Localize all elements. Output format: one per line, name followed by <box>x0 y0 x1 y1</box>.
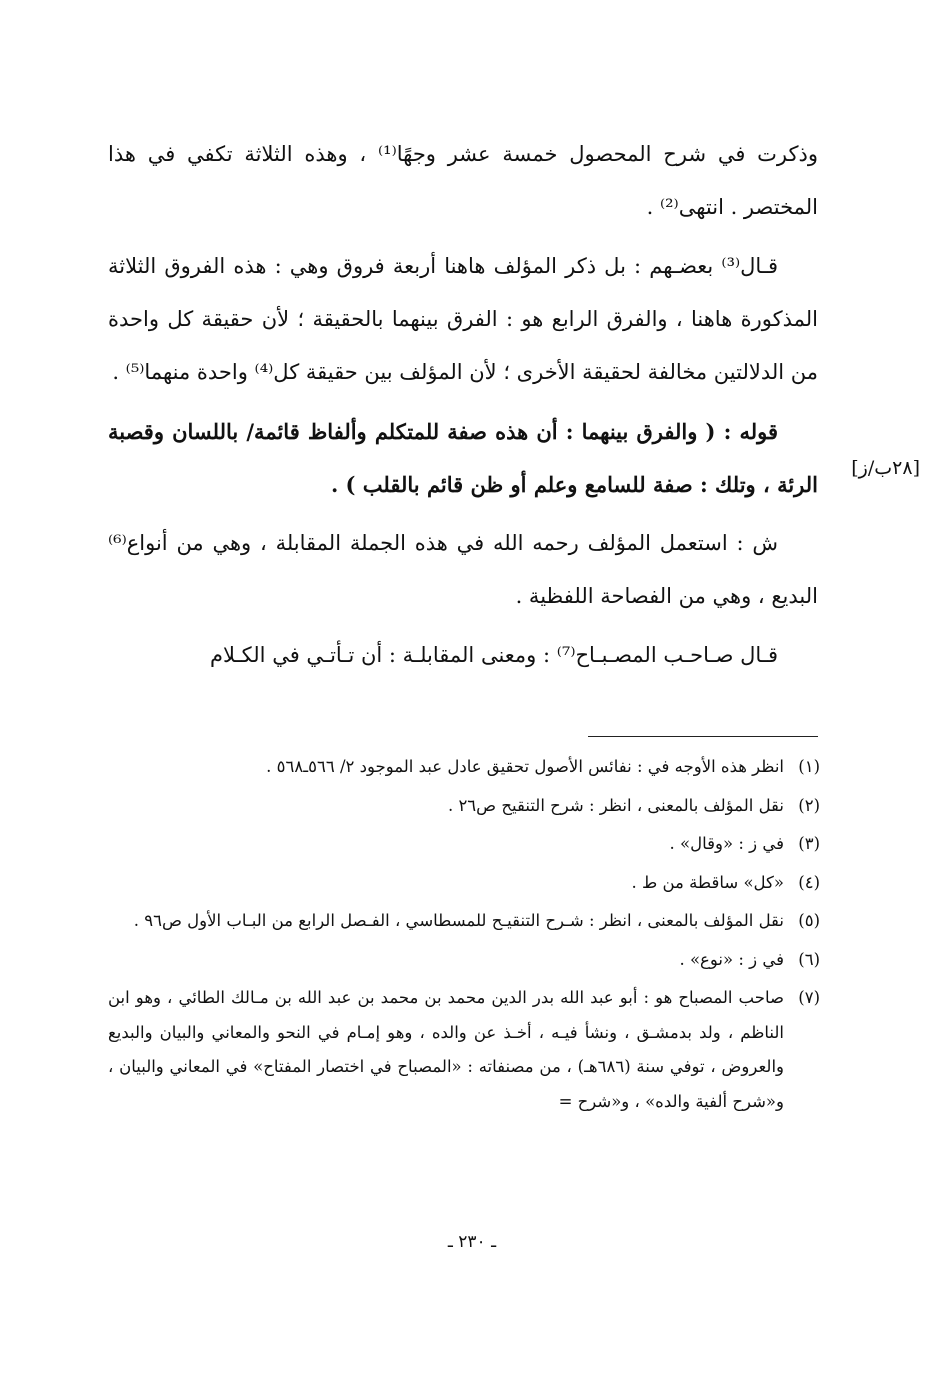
footnote <box>108 981 820 1119</box>
footnote <box>108 866 820 901</box>
footnote-number: (٦) <box>798 949 820 969</box>
footnote-separator <box>588 736 818 737</box>
page-number: ـ ٢٣٠ ـ <box>447 1232 497 1252</box>
footnote-text: صاحب المصباح هو : أبو عبد الله بدر الدين محمد بن محمد بن عبد الله بن مـالك الطائي ، وهو ابن الناظم ، ولد بدمشـق ، ونشأ فيـه ، أخـذ عن والده ، وهو إمـام في النحو والمعاني والبيان والبديع والعروض ، توفي سنة (٦٨٦هـ) ، من مصنفاته : «المصباح في اختصار المفتاح» في المعاني والبيان ، و«شرح ألفية والده» ، و«شرح = <box>108 988 784 1111</box>
footnote-text: «كل» ساقطة من ط . <box>631 872 784 892</box>
footnote <box>108 904 820 939</box>
footnote <box>108 789 820 824</box>
footnote-number: (٥) <box>798 911 820 930</box>
footnote-number: (٢) <box>798 795 820 815</box>
footnote-text: نقل المؤلف بالمعنى ، انظر : شـرح التنقيـح للمسطاسي ، الفـصل الرابع من البـاب الأول ص٩٦ . <box>133 911 784 930</box>
footnote-number: (٧) <box>798 988 820 1007</box>
footnote-number: (١) <box>798 757 820 776</box>
footnote <box>108 750 820 785</box>
paragraph-2: قـال⁽³⁾ بعضـهم : بل ذكر المؤلف هاهنا أربعة فروق وهي : هذه الفروق الثلاثة المذكورة هاهنا ، والفرق الرابع هو : الفرق بينهما بالحقيقة ؛ لأن حقيقة كل واحدة من الدلالتين مخالفة لحقيقة الأخرى ؛ لأن المؤلف بين حقيقة كل⁽⁴⁾ واحدة منهما⁽⁵⁾ . <box>108 254 818 384</box>
main-text <box>108 128 818 688</box>
paragraph-4: ش : استعمل المؤلف رحمه الله في هذه الجملة المقابلة ، وهي من أنواع⁽⁶⁾ البديع ، وهي من الفصاحة اللفظية . <box>108 531 818 608</box>
footnotes <box>108 750 820 1123</box>
paragraph-3-quote: قوله : ( والفرق بينهما : أن هذه صفة للمتكلم وألفاظ قائمة/ باللسان وقصبة الرئة ، وتلك : صفة للسامع وعلم أو ظن قائم بالقلب ) . <box>108 419 818 497</box>
paragraph-5: قـال صـاحـب المصـبـاح⁽⁷⁾ : ومعنى المقابلـة : أن تـأتـي في الكـلام <box>210 643 778 667</box>
footnote <box>108 943 820 978</box>
footnote-number: (٣) <box>798 834 820 853</box>
footnote-text: في ز : «نوع» . <box>679 949 784 969</box>
footnote-number: (٤) <box>798 872 820 892</box>
footnote-text: انظر هذه الأوجه في : نفائس الأصول تحقيق عادل عبد الموجود ٢/ ٥٦٦ـ٥٦٨ . <box>266 757 784 776</box>
footnote <box>108 827 820 862</box>
paragraph-1: وذكرت في شرح المحصول خمسة عشر وجهًا⁽¹⁾ ، وهذه الثلاثة تكفي في هذا المختصر . انتهى⁽²⁾ . <box>108 142 818 219</box>
footnote-text: نقل المؤلف بالمعنى ، انظر : شرح التنقيح ص٢٦ . <box>447 795 784 815</box>
footnote-text: في ز : «وقال» . <box>669 834 784 853</box>
margin-folio-note: [٢٨ب/ز] <box>851 457 920 479</box>
